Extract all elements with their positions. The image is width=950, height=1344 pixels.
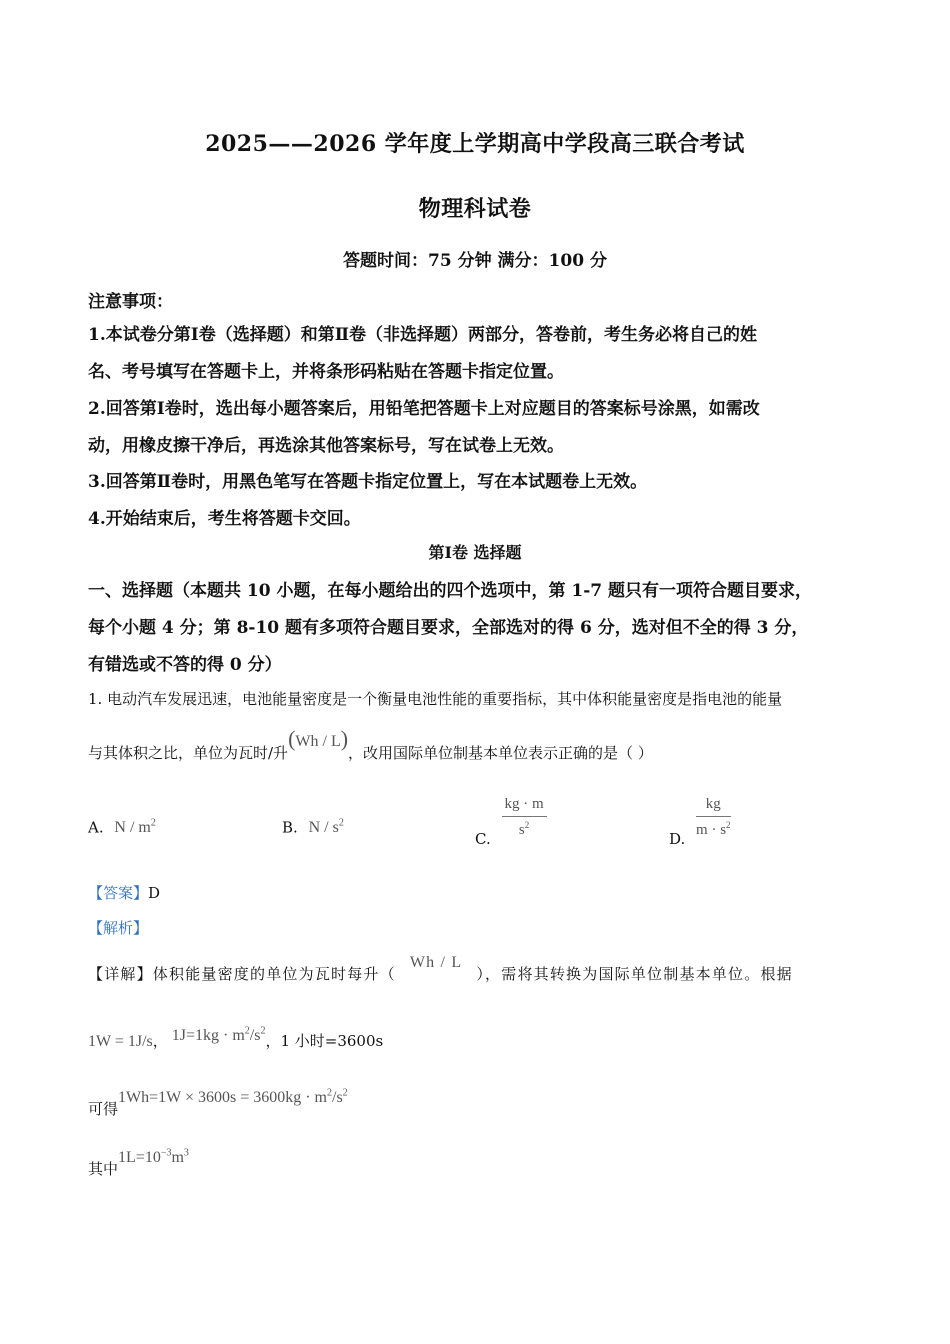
explanation-unit: Wh / L [409, 954, 463, 971]
explanation-equation-line-2 [88, 1086, 348, 1118]
option-a-label: A. [88, 818, 104, 837]
notice-item-1-line-1: 1.本试卷分第Ⅰ卷（选择题）和第Ⅱ卷（非选择题）两部分，答卷前，考生务必将自己的姓 [88, 325, 758, 345]
equation-liter: $1L=10^{-3}m^3$ [118, 1147, 189, 1166]
notice-item-4: 4.开始结束后，考生将答题卡交回。 [88, 509, 361, 529]
equation-hour-text: ，1 小时=3600s [265, 1032, 384, 1050]
notice-item-3: 3.回答第Ⅱ卷时，用黑色笔写在答题卡指定位置上，写在本试题卷上无效。 [88, 472, 648, 492]
equation-joule: $1J=1kg \cdot m^2/s^2$ [171, 1025, 266, 1044]
option-a-value: N / m [114, 819, 151, 837]
exam-title: 2025——2026 学年度上学期高中学段高三联合考试 [205, 131, 745, 157]
explanation-detail-tail: ），需将其转换为国际单位制基本单位。根据 [476, 965, 793, 983]
answer-line [88, 882, 160, 903]
answer-value: D [148, 884, 161, 902]
option-d-fraction: $\frac{kg}{m \cdot s^2}$ [696, 796, 731, 838]
analysis-label: 【解析】 [88, 919, 149, 937]
option-c-label: C. [475, 829, 491, 848]
option-d-label: D. [669, 829, 686, 848]
notice-item-2-line-2: 动，用橡皮擦干净后，再选涂其他答案标号，写在试卷上无效。 [88, 436, 564, 456]
unit-wh-per-l: Wh / L [295, 733, 341, 750]
equation-watt: 1W = 1J/s [88, 1033, 153, 1050]
option-b-label: B. [282, 818, 298, 837]
exam-subtitle: 物理科试卷 [418, 196, 532, 222]
explanation-detail-text: 【详解】体积能量密度的单位为瓦时每升（ [88, 965, 396, 983]
explanation-equation-line-3 [88, 1146, 189, 1178]
option-b-value: N / s [308, 819, 339, 837]
option-b: B. N / $s^2$ [282, 818, 344, 837]
derive-label: 可得 [88, 1100, 119, 1118]
question-1-line-2: 与其体积之比，单位为瓦时/升(Wh / L)，改用国际单位制基本单位表示正确的是（ ） [88, 726, 653, 762]
answer-label: 【答案】 [88, 884, 149, 902]
option-a: A. N / $m^2$ [88, 818, 156, 837]
notice-item-1-line-2: 名、考号填写在答题卡上，并将条形码粘贴在答题卡指定位置。 [88, 362, 564, 382]
question-1-line-2-tail: ，改用国际单位制基本单位表示正确的是（ ） [348, 744, 653, 762]
notice-item-2-line-1: 2.回答第Ⅰ卷时，选出每小题答案后，用铅笔把答题卡上对应题目的答案标号涂黑，如需改 [88, 399, 760, 419]
option-c-fraction: $\frac{kg \cdot m}{s^2}$ [502, 796, 547, 839]
notice-heading: 注意事项： [88, 292, 173, 312]
section-instruction-line-1: 一、选择题（本题共 10 小题，在每小题给出的四个选项中，第 1-7 题只有一项符合题目要求， [88, 581, 813, 601]
equation-watt-hour: $1Wh=1W \times 3600s = 3600kg \cdot m^2/s^2$ [118, 1087, 348, 1106]
option-c [475, 796, 547, 848]
question-1-line-1: 1. 电动汽车发展迅速，电池能量密度是一个衡量电池性能的重要指标，其中体积能量密度是指电池的能量 [88, 690, 783, 708]
time-info: 答题时间：75 分钟 满分：100 分 [343, 251, 607, 271]
section-instruction-line-3: 有错选或不答的得 0 分） [88, 655, 282, 675]
section-instruction-line-2: 每个小题 4 分；第 8-10 题有多项符合题目要求，全部选对的得 6 分，选对但不全的得 3 分， [88, 618, 809, 638]
explanation-equation-line-1: 1W = 1J/s， $1J=1kg \cdot m^2/s^2$，1 小时=3600s [88, 1025, 384, 1050]
section-title: 第Ⅰ卷 选择题 [428, 543, 522, 562]
explanation-detail-line [88, 954, 793, 984]
where-label: 其中 [88, 1160, 119, 1178]
question-1-line-2-text: 与其体积之比，单位为瓦时/升 [88, 744, 289, 762]
option-d [669, 796, 731, 848]
